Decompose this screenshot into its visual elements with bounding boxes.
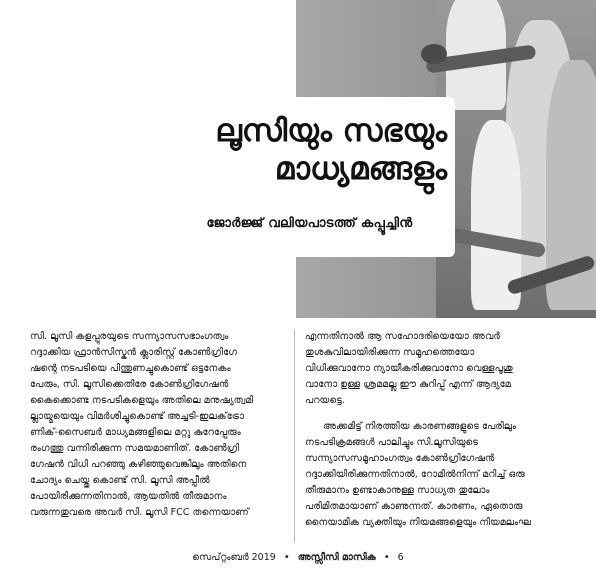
article-title (172, 112, 447, 188)
body-column-left (30, 329, 300, 521)
body-line: പേരും, സി. ലൂസിക്കെതിരേ കോൺഗ്രിഗേഷൻ (30, 379, 229, 390)
body-line: വിധിക്കുവാനോ ന്യായീകരിക്കുവാനോ വെള്ളപൂശു (305, 363, 513, 374)
page-footer (0, 548, 596, 566)
body-line: തീരുമാനം ഉണ്ടാകാനുള്ള സാധ്യത തുലോം (305, 485, 490, 496)
body-line: വാനോ ഉള്ള ശ്രമമല്ല ഈ കുറിപ്പ് എന്ന് ആദ്യമേ (305, 379, 511, 390)
body-line: സന്ന്യാസസമൂഹാംഗത്വം കോൺഗ്രിഗേഷൻ (305, 453, 495, 464)
body-line: സി. ലൂസി കളപ്പുരയുടെ സന്ന്യാസസഭാംഗത്വം (30, 331, 229, 342)
body-line: പോയിരിക്കുന്നതിനാൽ, ആയതിൽ തീരുമാനം (30, 491, 227, 502)
body-line: കൈക്കൊണ്ട നടപടികളെയും അതിലെ മനുഷ്യത്വമി (30, 395, 254, 406)
column-divider (294, 330, 295, 542)
footer-separator: • (283, 551, 290, 563)
body-line: രംഗത്തു വന്നിരിക്കുന്ന സമയമാണിത്. കോൺഗ്രി (30, 443, 240, 454)
footer-page-number: 6 (397, 551, 404, 563)
body-line: ല്ലായ്മയെയും വിമർശിച്ചുകൊണ്ട് അച്ചടി-ഇലക്‌ട്രോ (30, 411, 245, 422)
body-line: ണിക്-സൈബർ മാധ്യമങ്ങളിലെ മറ്റു കുറേപ്പേരും (30, 427, 241, 438)
body-line: അക്കമിട്ട് നിരത്തിയ കാരണങ്ങളുടെ പേരിലും (323, 421, 517, 432)
body-line: വരുന്നതുവരെ അവർ സി. ലൂസി FCC തന്നെയാണ് (30, 507, 249, 518)
body-line: പരിമിതമായാണ് കാണുന്നത്. കാരണം, ഏതൊരു (305, 501, 523, 512)
article-title-line2: മാധ്യമങ്ങളും (274, 151, 447, 187)
footer-issue-date: സെപ്റ്റംബർ 2019 (192, 551, 276, 563)
article-title-line1: ലൂസിയും സഭയും (215, 113, 447, 149)
footer-separator: • (383, 551, 390, 563)
body-line: ചോദ്യം ചെയ്തു കൊണ്ട് സി. ലൂസി അപ്പീൽ (30, 475, 210, 486)
body-line: റദ്ദാക്കിയിരിക്കുന്നതിനാൽ, റോമിൽനിന്ന് മറിച്ച് ഒരു (305, 469, 525, 480)
article-byline: ജോർജ്ജ് വലിയപാടത്ത് കപ്പൂച്ചിൻ (206, 216, 413, 231)
body-line: നടപടിക്രമങ്ങൾ പാലിച്ചും സി.ലൂസിയുടെ (305, 437, 479, 448)
body-line: ഷന്റെ നടപടിയെ പിന്തുണച്ചുകൊണ്ട് ഒട്ടനേകം (30, 363, 231, 374)
body-column-right (305, 329, 575, 531)
body-line: റദ്ദാക്കിയ ഫ്രാൻസിസ്കൻ ക്ലാരിസ്റ്റ് കോൺഗ്രിഗേ (30, 347, 237, 358)
photo-hand (421, 44, 447, 64)
paragraph-gap (305, 409, 575, 419)
body-line: പറയട്ടെ. (305, 395, 345, 406)
footer-magazine-name: അസ്സീസി മാസിക (297, 551, 376, 563)
body-line: തുശകുവിലായിരിക്കുന്ന സമൂഹത്തെയോ (305, 347, 475, 358)
body-line: ഗേഷൻ വിധി പറഞ്ഞു കഴിഞ്ഞുവെങ്കിലും അതിനെ (30, 459, 247, 470)
body-line: എന്നതിനാൽ ആ സഹോദരിയെയോ അവർ (305, 331, 501, 342)
body-line: നൈയാമിക വ്യക്തിയും നിയമങ്ങളെയും നിയമലംഘ (305, 517, 531, 528)
